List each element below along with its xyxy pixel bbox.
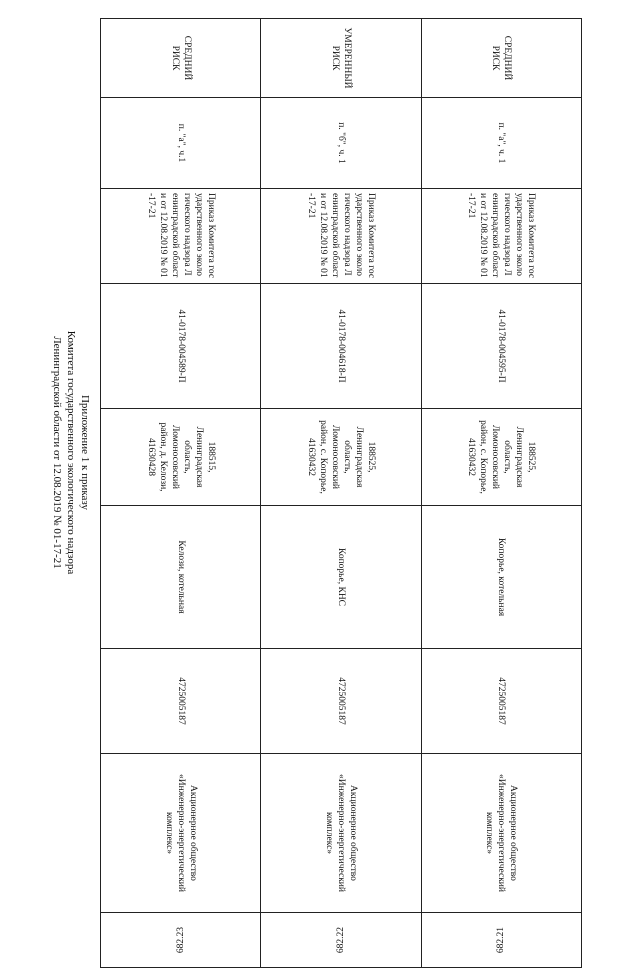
facility-cell: Копорье, котельная <box>421 506 581 649</box>
row-number: 682.22 <box>336 926 347 954</box>
registry-table <box>100 18 582 968</box>
header-line-2: Комитета государственного экологического надзора <box>65 330 77 575</box>
basis-cell: п. "а", ч. 1 <box>421 98 581 189</box>
table-row <box>101 19 261 968</box>
address-cell: 188525, Ленинградская область, Ломоносовский район, с. Копорье, 41630432 <box>261 409 421 506</box>
reg-number-cell: 41-0178-004589-П <box>101 284 261 409</box>
order-cell <box>421 189 581 284</box>
reg-number-cell: 41-0178-004618-П <box>261 284 421 409</box>
risk-category: СРЕДНИЙ РИСК <box>169 35 192 81</box>
registry-table-wrapper <box>100 18 582 954</box>
risk-category: СРЕДНИЙ РИСК <box>490 35 513 81</box>
organization-cell: Акционерное общество «Инженерно-энергетический комплекс» <box>101 754 261 913</box>
reg-number-cell: 41-0178-004595-П <box>421 284 581 409</box>
header-line-1: Приложение 1 к приказу <box>79 394 91 511</box>
order-text: Приказ Комитета государственного экологического надзора Ленинградской области от 12.08.2019 № 01-17-21 <box>466 193 537 279</box>
order-text: Приказ Комитета государственного экологического надзора Ленинградской области от 12.08.2019 № 01-17-21 <box>306 193 377 279</box>
page-header <box>22 0 92 905</box>
row-number-cell <box>261 913 421 968</box>
risk-cell <box>261 19 421 98</box>
risk-cell <box>101 19 261 98</box>
order-cell <box>101 189 261 284</box>
basis-cell: п. "а", ч.1 <box>101 98 261 189</box>
table-row <box>261 19 421 968</box>
facility-cell: Копорье, КНС <box>261 506 421 649</box>
table-row <box>421 19 581 968</box>
inn-cell: 4725005187 <box>261 649 421 754</box>
risk-cell <box>421 19 581 98</box>
header-line-3: Ленинградской области от 12.08.2019 № 01-17-21 <box>51 336 63 569</box>
basis-cell: п. "б", ч. 1 <box>261 98 421 189</box>
row-number: 682.23 <box>175 926 186 954</box>
inn-cell: 4725005187 <box>421 649 581 754</box>
address-cell: 188515, Ленинградская область, Ломоносовский район, д. Келози, 41630428 <box>101 409 261 506</box>
row-number-cell <box>101 913 261 968</box>
row-number-cell <box>421 913 581 968</box>
inn-cell: 4725005187 <box>101 649 261 754</box>
organization-cell: Акционерное общество «Инженерно-энергетический комплекс» <box>261 754 421 913</box>
row-number: 682.21 <box>496 926 507 954</box>
facility-cell: Келози, котельная <box>101 506 261 649</box>
risk-category: УМЕРЕННЫЙ РИСК <box>330 27 353 89</box>
organization-cell: Акционерное общество «Инженерно-энергетический комплекс» <box>421 754 581 913</box>
address-cell: 188525, Ленинградская область, Ломоносовский район, с. Копорье, 41630432 <box>421 409 581 506</box>
order-text: Приказ Комитета государственного экологического надзора Ленинградской области от 12.08.2019 № 01-17-21 <box>145 193 216 279</box>
order-cell <box>261 189 421 284</box>
